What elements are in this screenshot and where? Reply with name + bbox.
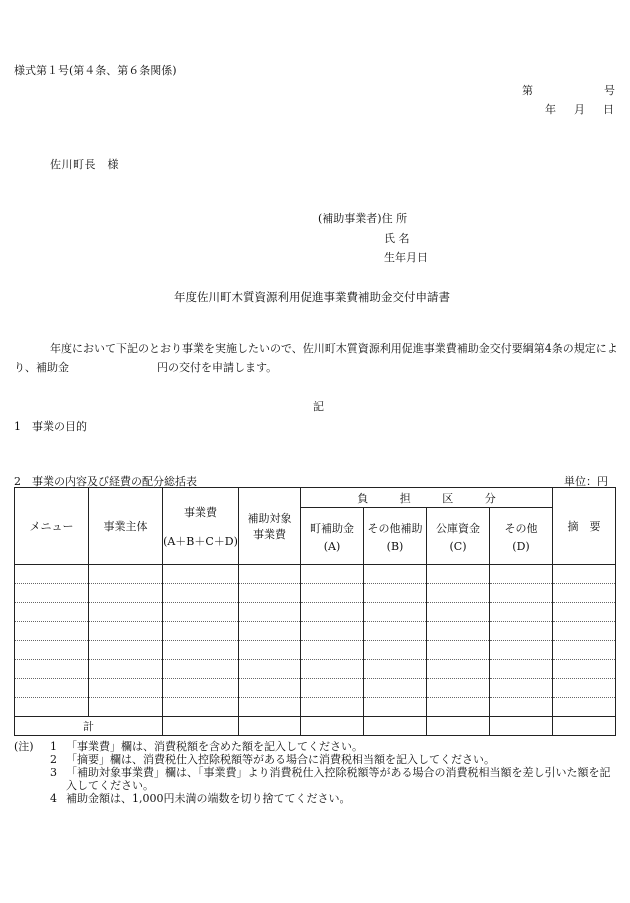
table-row [15, 698, 616, 717]
col-other-subsidy-code: (B) [386, 539, 404, 553]
table-row [15, 584, 616, 603]
date-year-label: 年 [545, 103, 556, 116]
burden-char: 分 [484, 491, 496, 505]
date-month-label: 月 [574, 103, 585, 116]
note-text: 「摘要」欄は、消費税仕入控除税額等がある場合に消費税相当額を記入してください。 [66, 753, 495, 766]
applicant-address-label: (補助事業者)住 所 [318, 212, 408, 225]
note-item [14, 740, 619, 753]
note-number: 1 [50, 740, 57, 753]
col-remarks: 摘 要 [553, 488, 616, 565]
section-1-heading: 1 事業の目的 [14, 420, 87, 433]
table-row [15, 679, 616, 698]
notes [14, 740, 619, 805]
note-number: 2 [50, 753, 57, 766]
note-number: 4 [50, 792, 57, 805]
col-other-subsidy [364, 508, 427, 565]
note-text: 「補助対象事業費」欄は、「事業費」より消費税仕入控除税額等がある場合の消費税相当額を差し引いた額を記入してください。 [66, 766, 611, 792]
applicant-dob-label: 生年月日 [384, 251, 428, 264]
form-number: 様式第１号(第４条、第６条関係) [14, 64, 177, 77]
total-label: 計 [15, 717, 163, 736]
applicant-name-label: 氏 名 [384, 232, 410, 245]
col-town-code: (A) [323, 539, 341, 553]
document-title: 年度佐川町木質資源利用促進事業費補助金交付申請書 [174, 290, 450, 304]
note-item [14, 766, 619, 792]
table-body [15, 565, 616, 736]
burden-char: 区 [442, 491, 454, 505]
ki-heading: 記 [313, 400, 324, 413]
table-row [15, 622, 616, 641]
col-menu: メニュー [15, 488, 89, 565]
notes-prefix: (注) [14, 740, 34, 753]
total-row [15, 717, 616, 736]
col-eligible-line1: 補助対象 [247, 512, 292, 525]
note-item [14, 753, 619, 766]
note-text: 補助金額は、1,000円未満の端数を切り捨ててください。 [66, 792, 351, 805]
col-eligible-cost [239, 488, 301, 565]
expense-allocation-table [14, 487, 616, 736]
col-cost-formula: (A＋B＋C＋D) [163, 534, 238, 548]
col-entity: 事業主体 [89, 488, 163, 565]
document-number-suffix: 号 [604, 84, 615, 97]
unit-label: 単位：円 [564, 475, 608, 488]
col-public-label: 公庫資金 [436, 521, 480, 535]
application-statement: 年度において下記のとおり事業を実施したいので、佐川町木質資源利用促進事業費補助金交付要綱第4条の規定により、補助金 円の交付を申請します。 [14, 342, 618, 374]
col-other [490, 508, 553, 565]
col-town-label: 町補助金 [310, 521, 354, 535]
col-other-subsidy-label: その他補助 [367, 521, 423, 535]
date-day-label: 日 [603, 103, 614, 116]
recipient: 佐川町長 様 [50, 158, 119, 171]
table-row [15, 603, 616, 622]
table-row [15, 565, 616, 584]
col-public-fund [427, 508, 490, 565]
burden-char: 負 [357, 491, 369, 505]
col-cost [163, 488, 239, 565]
col-eligible-line2: 事業費 [253, 528, 286, 541]
burden-char: 担 [399, 491, 411, 505]
burden-category-header [301, 488, 553, 508]
col-other-label: その他 [504, 521, 538, 535]
section-2-heading: 2 事業の内容及び経費の配分総括表 [14, 475, 197, 488]
col-cost-label: 事業費 [184, 505, 217, 519]
note-item [14, 792, 619, 805]
table-row [15, 641, 616, 660]
note-text: 「事業費」欄は、消費税額を含めた額を記入してください。 [66, 740, 363, 753]
note-number: 3 [50, 766, 57, 779]
col-other-code: (D) [512, 539, 530, 553]
table-row [15, 660, 616, 679]
col-town-subsidy [301, 508, 364, 565]
document-number-label: 第 [522, 84, 533, 97]
col-public-code: (C) [449, 539, 467, 553]
